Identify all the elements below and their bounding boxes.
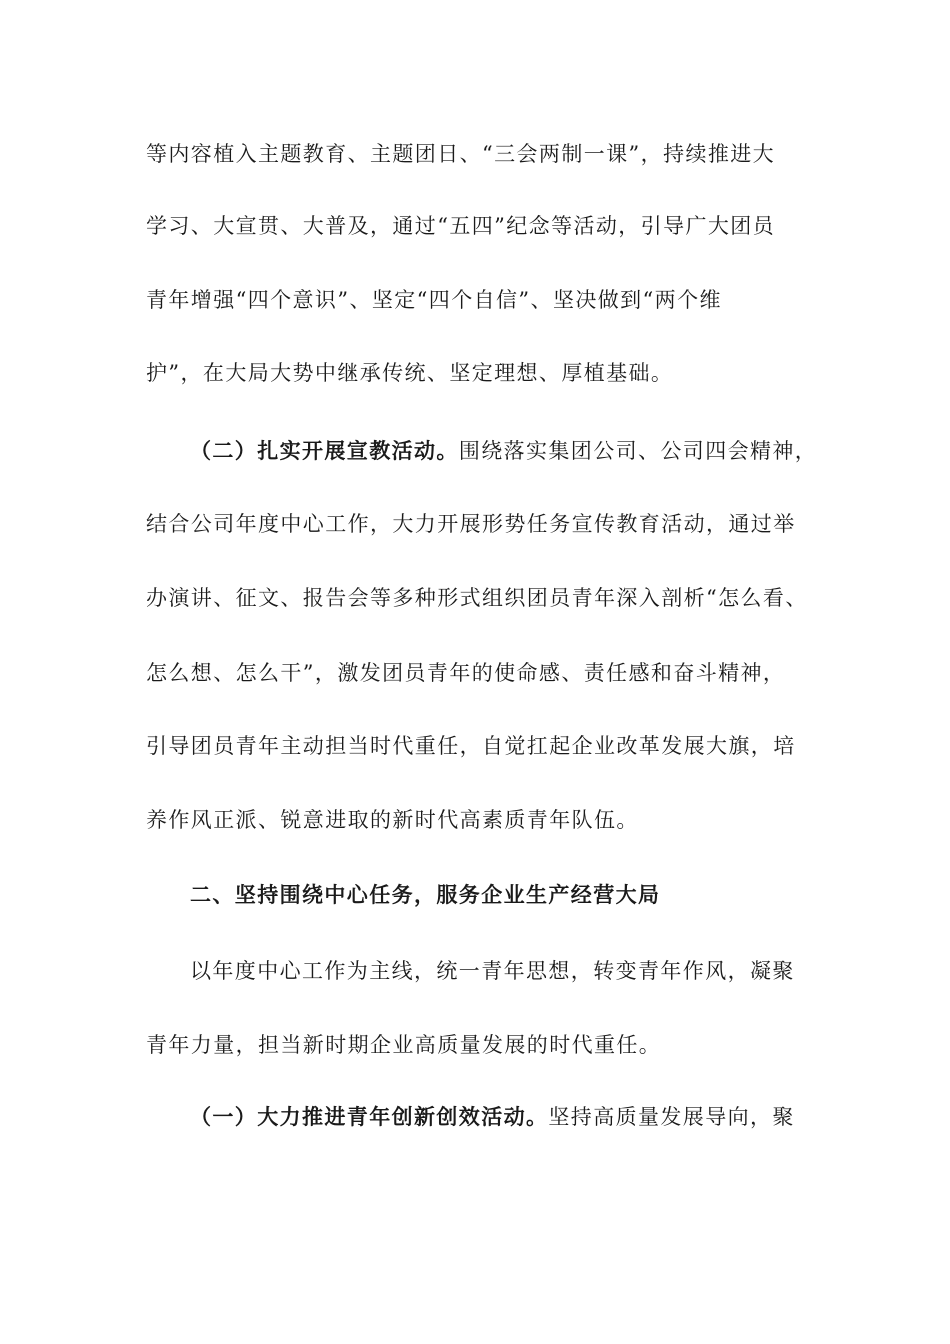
text-line: 青年增强“四个意识”、坚定“四个自信”、坚决做到“两个维	[146, 288, 722, 312]
text-line: 学习、大宣贯、大普及，通过“五四”纪念等活动，引导广大团员	[146, 214, 776, 238]
text-line: 青年力量，担当新时期企业高质量发展的时代重任。	[146, 1033, 662, 1057]
paragraph-lead-line	[190, 1102, 850, 1132]
text-line: 以年度中心工作为主线，统一青年思想，转变青年作风，凝聚	[190, 959, 795, 983]
subheading-bold: （二）扎实开展宣教活动。	[190, 438, 459, 463]
text-line: 结合公司年度中心工作，大力开展形势任务宣传教育活动，通过举	[146, 512, 796, 536]
section-heading: 二、坚持围绕中心任务，服务企业生产经营大局	[190, 882, 661, 907]
lead-text: 坚持高质量发展导向，聚	[548, 1105, 795, 1129]
lead-text: 围绕落实集团公司、公司四会精神，	[458, 439, 818, 463]
text-line: 办演讲、征文、报告会等多种形式组织团员青年深入剖析“怎么看、	[146, 586, 808, 610]
text-line: 怎么想、怎么干”，激发团员青年的使命感、责任感和奋斗精神，	[146, 661, 786, 685]
text-line: 护”，在大局大势中继承传统、坚定理想、厚植基础。	[146, 361, 674, 385]
paragraph-lead-line	[190, 436, 850, 466]
text-line: 引导团员青年主动担当时代重任，自觉扛起企业改革发展大旗，培	[146, 734, 796, 758]
text-line: 等内容植入主题教育、主题团日、“三会两制一课”，持续推进大	[146, 142, 776, 166]
text-line: 养作风正派、锐意进取的新时代高素质青年队伍。	[146, 808, 639, 832]
subheading-bold: （一）大力推进青年创新创效活动。	[190, 1104, 549, 1129]
